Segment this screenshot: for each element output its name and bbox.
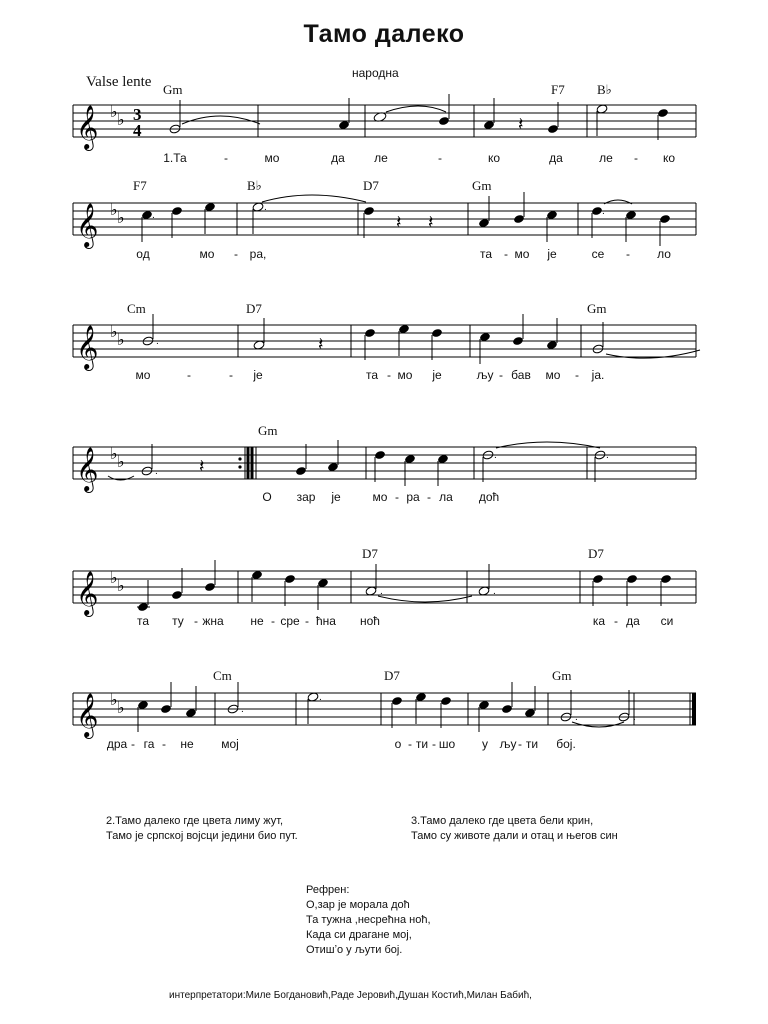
chord-symbol: Cm: [213, 668, 232, 683]
chord-symbol: D7: [384, 668, 400, 683]
lyric-syllable: мо: [372, 490, 388, 504]
lyric-syllable: је: [432, 368, 442, 382]
lyric-syllable: мо: [199, 247, 215, 261]
lyric-syllable: -: [634, 151, 638, 165]
verse-3: [411, 814, 618, 844]
staff-notation: [0, 176, 768, 306]
lyric-syllable: мо: [397, 368, 413, 382]
svg-text:𝄽: 𝄽: [428, 212, 434, 233]
lyric-syllable: та: [136, 614, 150, 628]
lyric-syllable: не: [180, 737, 194, 751]
lyric-syllable: ћна: [316, 614, 336, 628]
svg-text:.: .: [494, 450, 497, 461]
lyric-syllable: -: [427, 490, 431, 504]
chord-symbol: D7: [363, 178, 379, 193]
refrain-line: Отишʼо у љути бој.: [306, 944, 403, 956]
lyric-syllable: та: [479, 247, 493, 261]
lyric-syllable: ле: [374, 151, 388, 165]
chord-symbol: B♭: [247, 178, 262, 193]
svg-text:𝄞: 𝄞: [76, 447, 99, 491]
svg-text:𝄞: 𝄞: [76, 325, 99, 369]
chord-symbol: Gm: [258, 423, 278, 438]
lyric-syllable: љу: [476, 368, 494, 382]
lyric-syllable: да: [626, 614, 640, 628]
chord-symbol: F7: [133, 178, 147, 193]
lyric-syllable: је: [547, 247, 557, 261]
lyric-syllable: шо: [438, 737, 456, 751]
chord-symbol: Cm: [127, 301, 146, 316]
lyric-syllable: О: [262, 490, 272, 504]
svg-text:♭: ♭: [110, 200, 118, 219]
svg-text:𝄽: 𝄽: [199, 456, 205, 477]
lyric-syllable: -: [162, 737, 166, 751]
lyric-syllable: -: [305, 614, 309, 628]
performers-credit: интерпретатори:Миле Богдановић,Раде Јеровић,Душан Костић,Милан Бабић,: [169, 990, 532, 1001]
lyric-syllable: да: [331, 151, 345, 165]
song-title: Тамо далеко: [303, 20, 465, 48]
svg-text:♭: ♭: [117, 110, 125, 129]
svg-text:𝄽: 𝄽: [396, 212, 402, 233]
svg-text:♭: ♭: [110, 444, 118, 463]
song-origin: народна: [352, 66, 399, 80]
lyric-syllable: ло: [657, 247, 671, 261]
svg-text:𝄞: 𝄞: [76, 105, 99, 149]
lyric-syllable: не: [250, 614, 264, 628]
lyric-syllable: -: [187, 368, 191, 382]
svg-text:♭: ♭: [117, 576, 125, 595]
svg-text:♭: ♭: [110, 102, 118, 121]
verse-line: 3.Тамо далеко где цвета бели крин,: [411, 815, 594, 827]
svg-text:♭: ♭: [110, 568, 118, 587]
lyric-syllable: -: [387, 368, 391, 382]
refrain: [306, 883, 431, 958]
verse-line: Тамо су животе дали и отац и његов син: [411, 830, 618, 842]
lyric-syllable: доћ: [478, 490, 500, 504]
lyric-syllable: 1.Та: [163, 151, 187, 165]
staff-system-4: [0, 420, 768, 550]
chord-symbol: D7: [588, 546, 604, 561]
lyric-syllable: је: [331, 490, 341, 504]
lyric-syllable: си: [660, 614, 674, 628]
svg-text:𝄽: 𝄽: [518, 114, 524, 135]
refrain-line: Када си драгане мој,: [306, 929, 412, 941]
lyric-syllable: ја.: [591, 368, 605, 382]
chord-symbol: Gm: [587, 301, 607, 316]
chord-symbol: Gm: [552, 668, 572, 683]
lyric-syllable: ле: [599, 151, 613, 165]
chord-symbol: D7: [246, 301, 262, 316]
verse-line: Тамо је српској војсци једини био пут.: [106, 830, 298, 842]
lyric-syllable: ти: [415, 737, 429, 751]
lyric-syllable: мо: [514, 247, 530, 261]
staff-notation: [0, 544, 768, 674]
refrain-line: О,зар је морала доћ: [306, 899, 410, 911]
svg-text:.: .: [633, 712, 636, 723]
chord-symbol: D7: [362, 546, 378, 561]
svg-text:♭: ♭: [110, 690, 118, 709]
chord-symbol: F7: [551, 82, 565, 97]
lyric-syllable: мо: [545, 368, 561, 382]
lyric-syllable: -: [234, 247, 238, 261]
staff-system-6: [0, 666, 768, 796]
lyric-syllable: бој.: [556, 737, 576, 751]
svg-text:𝄞: 𝄞: [76, 571, 99, 615]
lyric-syllable: -: [408, 737, 412, 751]
lyric-syllable: ко: [662, 151, 676, 165]
staff-system-5: [0, 544, 768, 674]
refrain-heading: Рефрен:: [306, 884, 350, 896]
lyric-syllable: -: [575, 368, 579, 382]
lyric-syllable: -: [395, 490, 399, 504]
svg-text:4: 4: [133, 121, 142, 140]
chord-symbol: Gm: [472, 178, 492, 193]
staff-system-2: [0, 176, 768, 306]
svg-text:.: .: [575, 712, 578, 723]
lyric-syllable: -: [626, 247, 630, 261]
lyric-syllable: мо: [135, 368, 151, 382]
lyric-syllable: -: [438, 151, 442, 165]
lyric-syllable: ти: [525, 737, 539, 751]
lyric-syllable: жна: [202, 614, 224, 628]
svg-text:♭: ♭: [117, 208, 125, 227]
lyric-syllable: -: [614, 614, 618, 628]
verse-line: 2.Тамо далеко где цвета лиму жут,: [106, 815, 284, 827]
lyric-syllable: -: [194, 614, 198, 628]
lyric-syllable: ра: [406, 490, 420, 504]
lyric-syllable: ка: [592, 614, 606, 628]
svg-text:.: .: [241, 704, 244, 715]
svg-text:.: .: [493, 586, 496, 597]
lyric-syllable: -: [504, 247, 508, 261]
tempo-marking: Valse lente: [86, 74, 152, 90]
svg-text:.: .: [606, 450, 609, 461]
svg-text:3: 3: [133, 105, 142, 124]
lyric-syllable: бав: [511, 368, 531, 382]
lyric-syllable: од: [136, 247, 150, 261]
svg-text:.: .: [602, 206, 605, 217]
lyric-syllable: о: [394, 737, 402, 751]
svg-text:♭: ♭: [117, 452, 125, 471]
svg-text:♭: ♭: [110, 322, 118, 341]
lyric-syllable: -: [224, 151, 228, 165]
svg-text:𝄞: 𝄞: [76, 203, 99, 247]
lyric-syllable: -: [518, 737, 522, 751]
svg-text:♭: ♭: [117, 330, 125, 349]
lyric-syllable: -: [432, 737, 436, 751]
lyric-syllable: је: [253, 368, 263, 382]
chord-symbol: Gm: [163, 82, 183, 97]
lyric-syllable: да: [549, 151, 563, 165]
staff-notation: [0, 298, 768, 428]
chord-symbol: B♭: [597, 82, 612, 97]
svg-text:.: .: [156, 336, 159, 347]
lyric-syllable: мо: [264, 151, 280, 165]
lyric-syllable: та: [365, 368, 379, 382]
svg-text:𝄞: 𝄞: [76, 693, 99, 737]
lyric-syllable: љу: [499, 737, 517, 751]
staff-notation: [0, 666, 768, 796]
svg-text:.: .: [264, 202, 267, 213]
lyric-syllable: у: [482, 737, 488, 751]
svg-text:.: .: [319, 692, 322, 703]
svg-text:.: .: [380, 586, 383, 597]
lyric-syllable: -: [499, 368, 503, 382]
svg-text:.: .: [155, 466, 158, 477]
lyric-syllable: мој: [221, 737, 239, 751]
lyric-syllable: ра,: [249, 247, 267, 261]
staff-system-3: [0, 298, 768, 428]
svg-text:♭: ♭: [117, 698, 125, 717]
lyric-syllable: зар: [296, 490, 316, 504]
lyric-syllable: се: [591, 247, 605, 261]
lyric-syllable: дра: [106, 737, 128, 751]
staff-notation: [0, 420, 768, 550]
lyric-syllable: сре: [280, 614, 300, 628]
lyric-syllable: ла: [439, 490, 453, 504]
lyric-syllable: -: [229, 368, 233, 382]
lyric-syllable: -: [271, 614, 275, 628]
svg-text:.: .: [152, 210, 155, 221]
lyric-syllable: ко: [487, 151, 501, 165]
lyric-syllable: ноћ: [360, 614, 380, 628]
verse-2: [106, 814, 298, 844]
lyric-syllable: га: [143, 737, 155, 751]
lyric-syllable: -: [131, 737, 135, 751]
lyric-syllable: ту: [172, 614, 184, 628]
refrain-line: Та тужна ,несрећна ноћ,: [306, 914, 431, 926]
svg-text:𝄽: 𝄽: [318, 334, 324, 355]
